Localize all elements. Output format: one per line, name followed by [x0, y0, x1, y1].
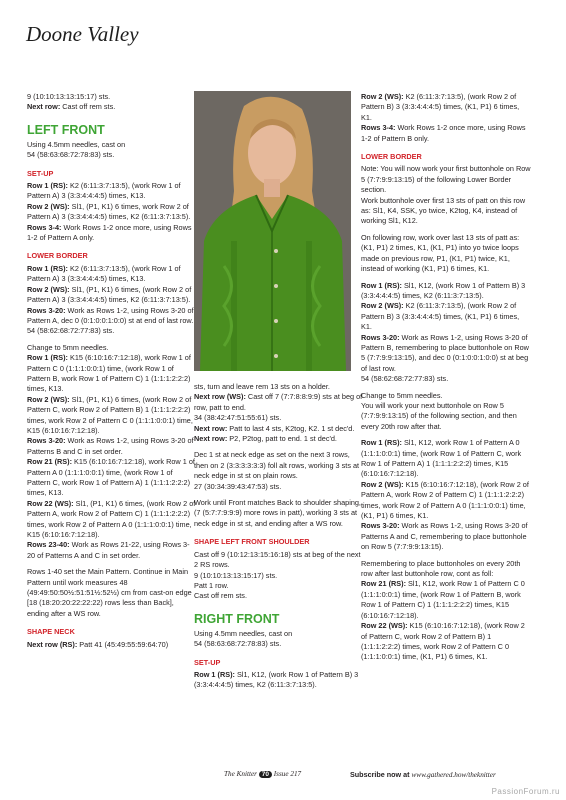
subheading-lower-border: LOWER BORDER: [361, 152, 422, 162]
row-text: K15 (6:10:16:7:12:18), work Row 1 of Pattern C 0 (1:1:1:0:0:1) time, (work Row 1 of Pattern B, work Row 1 of Pattern C) 1 (1:1:1:2:2:2) times, K13.: [27, 353, 191, 394]
text: sts, turn and leave rem 13 sts on a holder.: [194, 382, 330, 391]
row-text: Work Rows 1-2 once more, using Rows 1-2 of Pattern A only.: [27, 222, 192, 243]
row-label: Row 22 (WS):: [27, 498, 74, 508]
row-text: K15 (6:10:16:7:12:18), (work Row 2 of Pattern A, work Row 2 of Pattern C) 1 (1:1:1:2:2:2) times, work Row 2 of Pattern A 0 (1:1:1:0:0:1) time, (K1, P1) 6 times, K1.: [361, 479, 529, 521]
subheading-set-up: SET-UP: [194, 657, 221, 667]
page-title: Doone Valley: [26, 22, 139, 46]
row-text: Sl1, (P1, K1) 6 times, (work Row 2 of Pattern A, work Row 2 of Pattern C) 1 (1:1:1:2:2:2) times, work Row 2 of Pattern A 0 (1:1:1:0:0:1) time, K15 (6:10:16:7:12:18).: [27, 498, 196, 540]
stitch-count: 9 (10:10:13:13:15:17) sts.: [194, 570, 278, 580]
paragraph: [361, 92, 531, 144]
row-text: Sl1, K12, (work Row 1 of Pattern B) 3 (3:3:4:4:4:5) times, K2 (6:11:3:7:13:5).: [194, 669, 359, 690]
subscribe-text: Subscribe now at: [350, 770, 412, 779]
stitch-count: 27 (30:34:39:43:47:53) sts.: [194, 481, 282, 491]
column-left: [27, 92, 197, 656]
row-text: Work as Rows 1-2, using Rows 3-20 of Patterns B and C in set order.: [27, 436, 194, 456]
text: Change to 5mm needles.: [361, 390, 443, 400]
stitch-count: 54 (58:63:68:72:78:83) sts.: [194, 639, 282, 649]
text: Cast off rem sts.: [194, 591, 247, 601]
paragraph: [361, 438, 531, 552]
stitch-count: 9 (10:10:13:13:15:17) sts.: [27, 92, 111, 101]
stitch-count: 54 (58:63:68:72:78:83) sts.: [27, 150, 115, 160]
section-heading-right-front: RIGHT FRONT: [194, 611, 280, 626]
row-label: Row 2 (WS):: [361, 92, 404, 101]
subscribe-link[interactable]: www.gathered.how/theknitter: [411, 771, 496, 779]
row-label: Row 21 (RS):: [27, 457, 72, 467]
row-text: Work as Rows 1-2, using Rows 3-20 of Pattern B, remembering to place buttonhole on Row 5 (7:7:9:9:13:15), and dec 0 (0:1:0:0:1:0:0) st at beg of last row.: [361, 332, 529, 373]
row-label: Row 2 (WS):: [27, 201, 70, 211]
stitch-count: 54 (58:62:68:72:77:83) sts.: [361, 374, 449, 384]
row-text: Cast off rem sts.: [60, 102, 116, 112]
row-text: Work as Rows 21-22, using Rows 3-20 of Patterns A and C in set order.: [27, 540, 190, 560]
paragraph: [361, 281, 531, 385]
footer-subscribe: [350, 770, 496, 779]
row-text: Work Rows 1-2 once more, using Rows 1-2 of Pattern B only.: [361, 123, 526, 143]
row-text: Work as Rows 1-2, using Rows 3-20 of Patterns A and C, remembering to place buttonhole on Row 5 (7:7:9:9:13:15).: [361, 521, 528, 552]
text: Cast off 9 (10:12:13:15:16:18) sts at beg of the next 2 RS rows.: [194, 549, 361, 570]
row-text: Cast off 7 (7:7:8:8:9:9) sts at beg of row, patt to end.: [194, 392, 363, 412]
paragraph: [194, 382, 364, 444]
column-middle: [194, 382, 364, 697]
text: Using 4.5mm needles, cast on: [194, 628, 293, 638]
row-label: Row 2 (WS):: [27, 284, 70, 294]
row-label: Row 1 (RS):: [361, 438, 402, 448]
paragraph: [361, 164, 531, 226]
row-label: Row 1 (RS):: [27, 353, 68, 363]
subheading-shape-neck: SHAPE NECK: [27, 627, 75, 637]
row-label: Rows 3-20:: [27, 305, 66, 315]
row-text: K2 (6:11:3:7:13:5), (work Row 1 of Pattern A) 3 (3:3:4:4:4:5) times, K13.: [27, 181, 181, 201]
paragraph: Work until Front matches Back to shoulder shaping, (7 (5:7:7:9:9:9) more rows in patt), working 3 sts at neck edge in st st, and ending after a WS row.: [194, 498, 361, 528]
row-text: Sl1, K12, work Row 1 of Pattern A 0 (1:1:1:0:0:1) time, (work Row 1 of Pattern C, work Row 1 of Pattern A) 1 (1:1:1:2:2:2) times, K15 (6:10:16:7:12:18).: [361, 438, 522, 479]
row-label: Rows 3-20:: [27, 436, 66, 446]
subheading-lower-border: LOWER BORDER: [27, 251, 88, 261]
paragraph: [27, 92, 197, 113]
row-label: Rows 3-4:: [361, 123, 396, 133]
row-label: Row 2 (WS):: [361, 479, 404, 489]
text: Work buttonhole over first 13 sts of patt on this row as: Sl1, K4, SSK, yo twice, K2tog, K4, instead of working Sl1, K12.: [361, 195, 526, 226]
stitch-count: 54 (58:62:68:72:77:83) sts.: [27, 326, 115, 336]
row-label: Rows 3-20:: [361, 521, 400, 531]
row-text: Sl1, K12, work Row 1 of Pattern C 0 (1:1:1:0:0:1) time, (work Row 1 of Pattern B, work Row 1 of Pattern C) 1 (1:1:1:2:2:2) times, K15 (6:10:16:7:12:18).: [361, 579, 525, 620]
paragraph: [361, 391, 531, 433]
row-text: Patt 41 (45:49:55:59:64:70): [77, 639, 169, 649]
row-text: Sl1, (P1, K1) 6 times, work Row 2 of Pattern A) 3 (3:3:4:4:4:5) times, K2 (6:11:3:7:13:5).: [27, 201, 191, 222]
row-label: Row 1 (RS):: [361, 280, 402, 290]
text: Using 4.5mm needles, cast on: [27, 139, 126, 149]
paragraph: [27, 343, 197, 562]
row-label: Row 1 (RS):: [27, 263, 68, 273]
row-label: Row 21 (RS):: [361, 579, 406, 589]
row-text: K15 (6:10:16:7:12:18), (work Row 2 of Pattern C, work Row 2 of Pattern B) 1 (1:1:1:2:2:2) times, work Row 2 of Pattern C 0 (1:1:1:0:0:1) time, (K1, P1) 6 times, K1.: [361, 621, 525, 662]
text: Change to 5mm needles.: [27, 342, 109, 352]
row-text: Sl1, (P1, K1) 6 times, (work Row 2 of Pattern A) 3 (3:3:4:4:4:5) times, K2 (6:11:3:7:13:5).: [27, 284, 192, 305]
text: Patt 1 row.: [194, 580, 229, 590]
row-text: Sl1, (P1, K1) 6 times, (work Row 2 of Pattern C, work Row 2 of Pattern B) 1 (1:1:1:2:2:2) times, work Row 2 of Pattern C 0 (1:1:1:0:0:1) time, K15 (6:10:16:7:12:18).: [27, 394, 193, 435]
subheading-shape-left-front-shoulder: SHAPE LEFT FRONT SHOULDER: [194, 537, 310, 547]
row-text: K2 (6:11:3:7:13:5), (work Row 2 of Pattern B) 3 (3:3:4:4:4:5) times, (K1, P1) 6 times, K1.: [361, 301, 520, 332]
paragraph: [194, 670, 364, 691]
row-label: Next row:: [194, 434, 228, 444]
row-text: Work as Rows 1-2, using Rows 3-20 of Pattern A, dec 0 (0:1:0:0:1:0:0) st at end of last row.: [27, 305, 194, 325]
row-text: Sl1, K12, (work Row 1 of Pattern B) 3 (3:3:4:4:4:5) times, K2 (6:11:3:7:13:5).: [361, 280, 526, 300]
paragraph: [194, 629, 364, 650]
paragraph: [27, 640, 197, 650]
row-label: Row 2 (WS):: [361, 301, 404, 311]
row-label: Next row:: [194, 423, 228, 433]
column-right: [361, 92, 531, 669]
paragraph: [361, 559, 531, 663]
row-label: Next row (RS):: [27, 639, 78, 649]
paragraph: [194, 450, 364, 492]
row-label: Row 1 (RS):: [194, 669, 235, 679]
paragraph: On following row, work over last 13 sts of patt as: (K1, P1) 2 times, K1, (K1, P1) into yo twice loops made on previous row, P1, (K1, P1) twice, K1, instead of working (K1, P1) 6 times, K1.: [361, 232, 520, 274]
text: You will work your next buttonhole on Row 5 (7:7:9:9:13:15) of the following section, and then every 20th row after that.: [361, 400, 517, 431]
row-text: Patt to last 4 sts, K2tog, K2. 1 st dec'd.: [227, 423, 355, 433]
paragraph: Rows 1-40 set the Main Pattern. Continue in Main Pattern until work measures 48 (49:49:50:50½:51:51½:52½) cm from cast-on edge [18 (18:20:20:22:22:22) rows less than Back], ending after a WS row.: [27, 567, 192, 618]
model-photo: [194, 91, 351, 371]
footer-magazine: [224, 770, 301, 778]
paragraph: [27, 181, 197, 243]
row-label: Row 2 (WS):: [27, 394, 70, 404]
row-text: K2 (6:11:3:7:13:5), (work Row 1 of Pattern A) 3 (3:3:4:4:4:5) times, K13.: [27, 263, 181, 284]
paragraph: [27, 140, 197, 161]
row-text: K2 (6:11:3:7:13:5), (work Row 2 of Pattern B) 3 (3:3:4:4:4:5) times, (K1, P1) 6 times, K1.: [361, 92, 520, 122]
row-text: K15 (6:10:16:7:12:18), work Row 1 of Pattern A 0 (1:1:1:0:0:1) time, (work Row 1 of Pattern C, work Row 1 of Pattern A) 1 (1:1:1:2:2:2) times, K13.: [27, 457, 195, 498]
row-text: P2, P2tog, patt to end. 1 st dec'd.: [227, 434, 337, 444]
issue-number: Issue 217: [273, 770, 302, 778]
magazine-name: The Knitter: [224, 770, 257, 778]
paragraph: [27, 264, 197, 337]
text: Note: You will now work your first buttonhole on Row 5 (7:7:9:9:13:15) of the following Lower Border section.: [361, 164, 531, 195]
text: Remembering to place buttonholes on every 20th row after last buttonhole row, cont as foll:: [361, 558, 521, 579]
paragraph: [194, 550, 364, 602]
text: Dec 1 st at neck edge as set on the next 3 rows, then on 2 (3:3:3:3:3:3) foll alt rows, working 3 sts at neck edge in st st on plain rows.: [194, 450, 360, 481]
page-number: 70: [259, 771, 272, 778]
section-heading-left-front: LEFT FRONT: [27, 122, 105, 137]
row-label: Rows 3-20:: [361, 332, 400, 342]
row-label: Row 1 (RS):: [27, 181, 68, 191]
row-label: Next row (WS):: [194, 392, 246, 402]
stitch-count: 34 (38:42:47:51:55:61) sts.: [194, 413, 282, 423]
row-label: Row 22 (WS):: [361, 621, 408, 631]
row-label: Rows 23-40:: [27, 540, 70, 550]
subheading-set-up: SET-UP: [27, 168, 54, 178]
row-label: Rows 3-4:: [27, 222, 62, 232]
row-label: Next row:: [27, 102, 61, 112]
model-photo-illustration: [194, 91, 351, 371]
watermark: PassionForum.ru: [491, 787, 560, 796]
